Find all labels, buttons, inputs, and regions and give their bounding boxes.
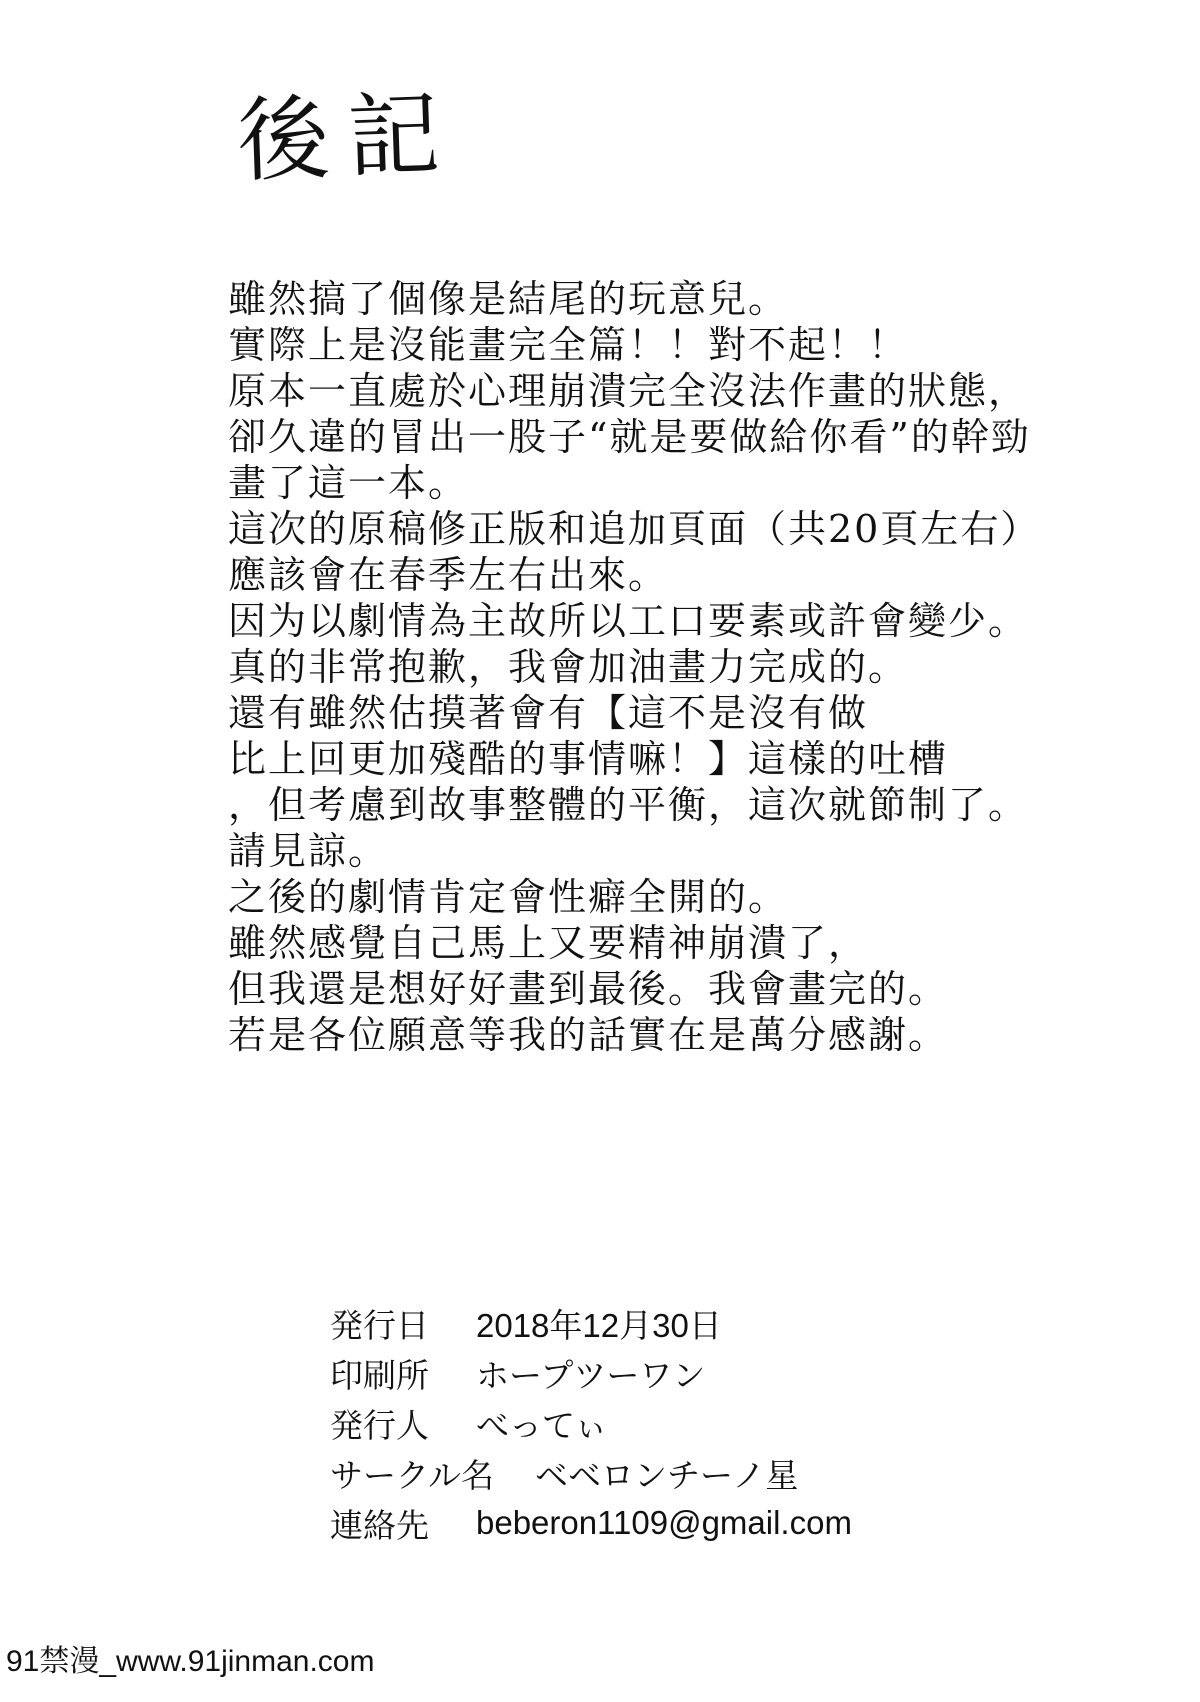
afterword-line: 畫了這一本。 [228,461,469,505]
afterword-line: 若是各位願意等我的話實在是萬分感謝。 [228,1013,949,1057]
afterword-line: 實際上是沒能畫完全篇！！對不起！！ [228,323,909,367]
afterword-line: 但我還是想好好畫到最後。我會畫完的。 [228,967,949,1011]
colophon-label: 連絡先 [330,1506,429,1544]
afterword-line: 請見諒。 [228,829,389,873]
afterword-line: 之後的劇情肯定會性癖全開的。 [228,875,789,919]
watermark: 91禁漫_www.91jinman.com [6,1645,375,1678]
colophon-value: 2018年12月30日 [476,1306,722,1344]
afterword-line: 卻久違的冒出一股子“就是要做給你看”的幹勁 [228,415,1031,459]
colophon-label: 印刷所 [330,1356,429,1394]
afterword-line: 雖然感覺自己馬上又要精神崩潰了， [228,921,869,965]
colophon-row-contact [330,1498,970,1548]
colophon-label: 発行人 [330,1406,429,1444]
colophon-label: 発行日 [330,1306,429,1344]
afterword-line: 原本一直處於心理崩潰完全沒法作畫的狀態， [228,369,1029,413]
colophon-row-publish-date [330,1298,970,1348]
colophon-row-circle-name [330,1448,970,1498]
afterword-line: 應該會在春季左右出來。 [228,553,669,597]
afterword-line: 雖然搞了個像是結尾的玩意兒。 [228,277,789,321]
colophon-row-printer [330,1348,970,1398]
afterword-line: 還有雖然估摸著會有【這不是沒有做 [228,691,869,735]
colophon [330,1298,970,1548]
afterword-line: ，但考慮到故事整體的平衡，這次就節制了。 [228,783,1029,827]
afterword-line: 比上回更加殘酷的事情嘛！】這樣的吐槽 [228,737,949,781]
afterword-title: 後記 [235,80,460,195]
colophon-row-publisher [330,1398,970,1448]
afterword-line: 因为以劇情為主故所以工口要素或許會變少。 [228,599,1029,643]
colophon-value: べってぃ [476,1406,608,1444]
colophon-label: サークル名 [330,1456,495,1494]
afterword-line: 真的非常抱歉，我會加油畫力完成的。 [228,645,909,689]
colophon-value: ベベロンチーノ星 [535,1456,799,1494]
contact-email: beberon1109@gmail.com [476,1504,852,1541]
colophon-value: ホープツーワン [476,1356,706,1394]
afterword-text [228,276,1108,1058]
afterword-line: 這次的原稿修正版和追加頁面（共20頁左右） [228,507,1041,551]
